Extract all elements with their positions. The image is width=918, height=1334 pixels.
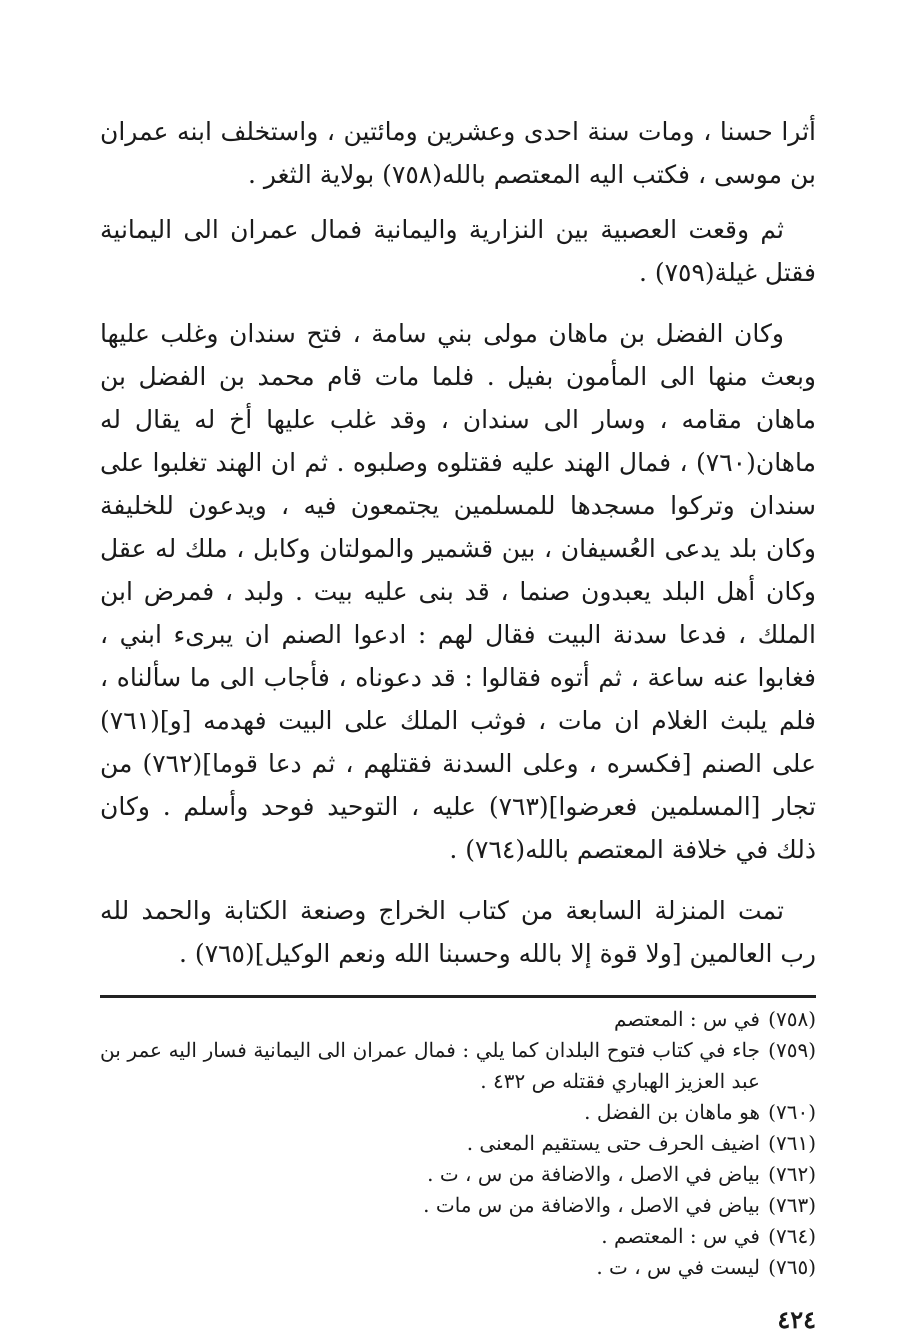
- footnote-item: [100, 1128, 816, 1159]
- footnote-number: (٧٦١): [768, 1131, 816, 1155]
- footnote-number: (٧٦٥): [768, 1255, 816, 1279]
- footnote-number: (٧٥٩): [768, 1038, 816, 1062]
- footnote-text: في س : المعتصم .: [601, 1224, 760, 1248]
- footnote-item: [100, 1035, 816, 1097]
- paragraph-3: وكان الفضل بن ماهان مولى بني سامة ، فتح سندان وغلب عليها وبعث منها الى المأمون بفيل . فلما مات قام محمد بن الفضل بن ماهان مقامه ، وسار الى سندان ، وقد غلب عليها أخ له يقال له ماهان(٧٦٠) ، فمال الهند عليه فقتلوه وصلبوه . ثم ان الهند تغلبوا على سندان وتركوا مسجدها للمسلمين يجتمعون فيه ، ويدعون للخليفة وكان بلد يدعى العُسيفان ، بين قشمير والمولتان وكابل ، ملك له عقل وكان أهل البلد يعبدون صنما ، قد بنى عليه بيت . ولبد ، فمرض ابن الملك ، فدعا سدنة البيت فقال لهم : ادعوا الصنم ان يبرىء ابني ، فغابوا عنه ساعة ، ثم أتوه فقالوا : قد دعوناه ، فأجاب الى ما سألناه ، فلم يلبث الغلام ان مات ، فوثب الملك على البيت فهدمه [و](٧٦١) على الصنم [فكسره ، وعلى السدنة فقتلهم ، ثم دعا قوما](٧٦٢) من تجار [المسلمين فعرضوا](٧٦٣) عليه ، التوحيد فوحد وأسلم . وكان ذلك في خلافة المعتصم بالله(٧٦٤) .: [100, 319, 816, 864]
- footnote-text: جاء في كتاب فتوح البلدان كما يلي : فمال عمران الى اليمانية فسار اليه عمر بن عبد العزيز الهباري فقتله ص ٤٣٢ .: [100, 1038, 760, 1093]
- footnotes: [100, 1004, 816, 1283]
- footnote-item: [100, 1159, 816, 1190]
- document-page: [100, 110, 816, 1334]
- footnote-number: (٧٦٤): [768, 1224, 816, 1248]
- footnote-number: (٧٥٨): [768, 1007, 816, 1031]
- main-text: [100, 110, 816, 975]
- footnote-item: [100, 1221, 816, 1252]
- footnote-item: [100, 1004, 816, 1035]
- footnote-item: [100, 1252, 816, 1283]
- footnote-number: (٧٦٣): [768, 1193, 816, 1217]
- footnote-text: بياض في الاصل ، والاضافة من س مات .: [423, 1193, 760, 1217]
- paragraph-1: أثرا حسنا ، ومات سنة احدى وعشرين ومائتين ، واستخلف ابنه عمران بن موسى ، فكتب اليه المعتصم بالله(٧٥٨) بولاية الثغر .: [100, 117, 816, 189]
- footnote-item: [100, 1190, 816, 1221]
- paragraph-2: ثم وقعت العصبية بين النزارية واليمانية فمال عمران الى اليمانية فقتل غيلة(٧٥٩) .: [100, 215, 816, 287]
- footnote-text: اضيف الحرف حتى يستقيم المعنى .: [466, 1131, 760, 1155]
- page-number: ٤٢٤: [777, 1305, 816, 1334]
- paragraph-4: تمت المنزلة السابعة من كتاب الخراج وصنعة الكتابة والحمد لله رب العالمين [ولا قوة إلا بالله وحسبنا الله ونعم الوكيل](٧٦٥) .: [100, 896, 816, 968]
- footnote-text: في س : المعتصم: [613, 1007, 760, 1031]
- footnote-number: (٧٦٢): [768, 1162, 816, 1186]
- footnote-text: هو ماهان بن الفضل .: [584, 1100, 760, 1124]
- footnote-item: [100, 1097, 816, 1128]
- footnote-text: ليست في س ، ت .: [596, 1255, 760, 1279]
- footnote-number: (٧٦٠): [768, 1100, 816, 1124]
- footnote-text: بياض في الاصل ، والاضافة من س ، ت .: [427, 1162, 760, 1186]
- footnote-divider: [100, 995, 816, 998]
